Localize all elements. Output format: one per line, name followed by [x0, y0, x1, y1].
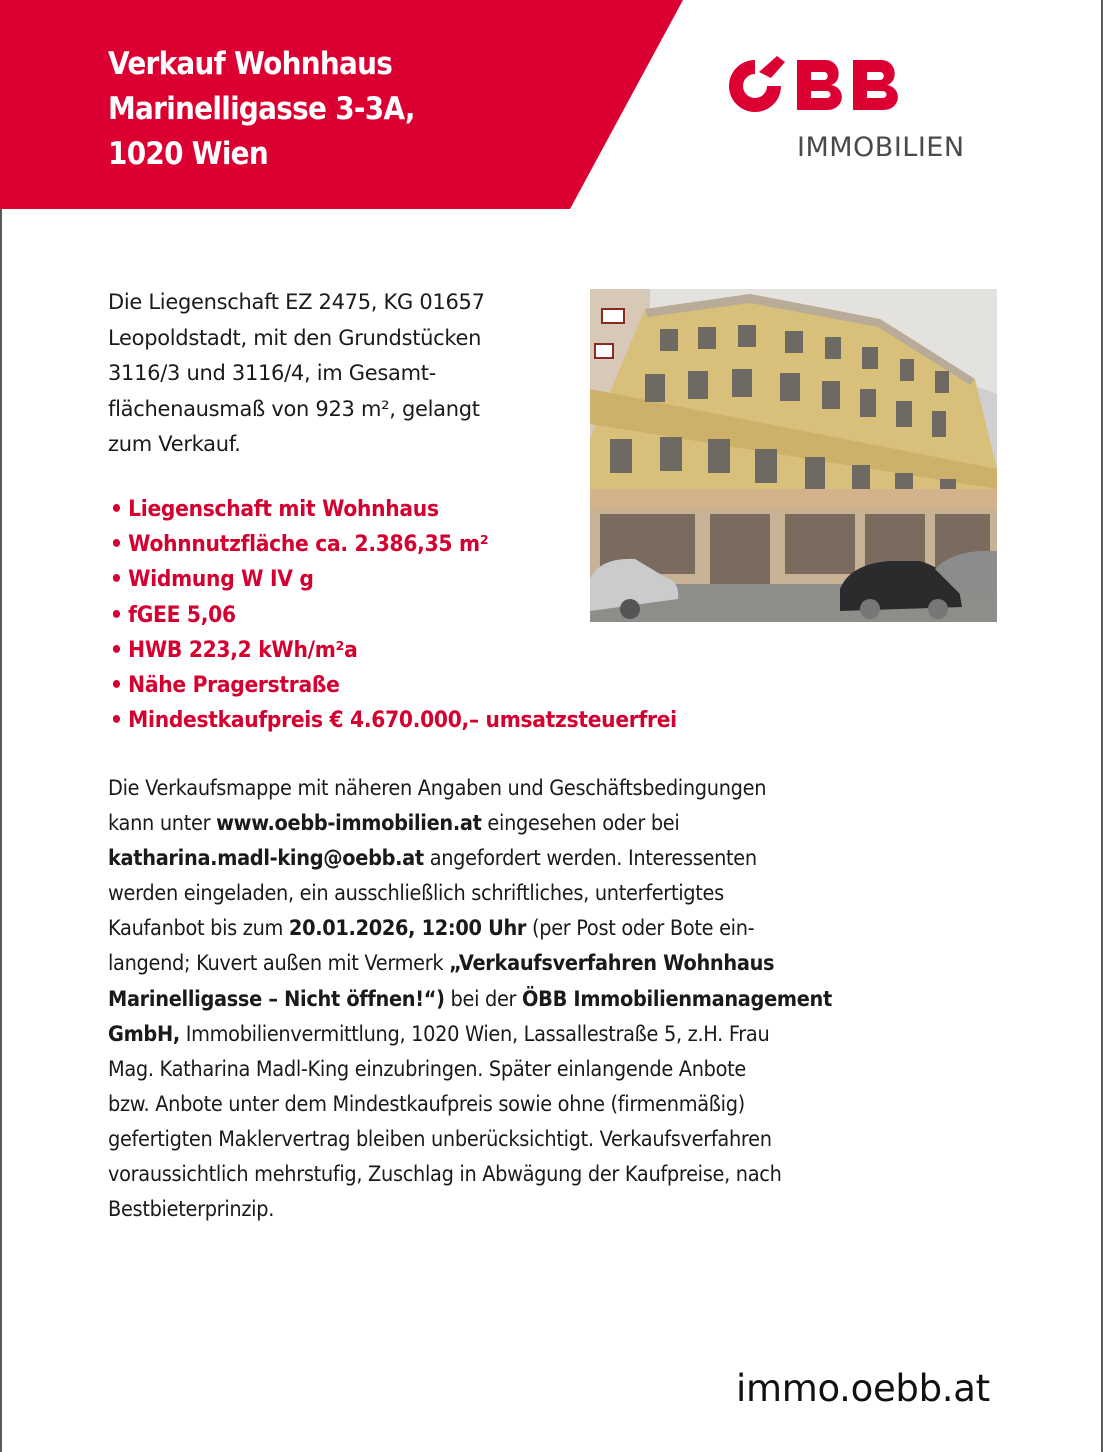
intro-paragraph [108, 285, 568, 463]
oebb-logo-mark-icon [725, 52, 925, 114]
text: werden eingeladen, ein ausschließlich schriftliches, unterfertigtes [108, 881, 724, 907]
text: kann unter [108, 811, 217, 837]
deadline: 20.01.2026, 12:00 Uhr [288, 916, 527, 942]
highlight-item [110, 598, 677, 633]
title-line: 1020 Wien [108, 136, 269, 172]
text: Die Verkaufsmappe mit näheren Angaben und Geschäftsbedingungen [108, 776, 767, 801]
details-line [108, 911, 832, 946]
details-line [108, 946, 832, 981]
intro-line: 3116/3 und 3116/4, im Gesamt- [108, 361, 436, 385]
bullet-icon: • [110, 673, 123, 699]
email-link[interactable]: katharina.madl-king@oebb.at [108, 846, 424, 872]
details-line [108, 1157, 832, 1192]
title-line: Verkauf Wohnhaus [108, 46, 393, 82]
highlight-item [110, 562, 677, 597]
intro-line: Die Liegenschaft EZ 2475, KG 01657 [108, 290, 485, 314]
text: angefordert werden. Interessenten [423, 846, 757, 872]
bullet-icon: • [110, 708, 123, 734]
text: eingesehen oder bei [481, 811, 680, 837]
details-paragraph [108, 771, 832, 1227]
bullet-icon: • [110, 567, 123, 593]
text: Mag. Katharina Madl-King einzubringen. Später einlangende Anbote [108, 1056, 747, 1082]
footer-url-link[interactable]: immo.oebb.at [736, 1367, 990, 1410]
highlight-text: Mindestkaufpreis € 4.670.000,– umsatzsteuerfrei [128, 708, 677, 734]
text: Kaufanbot bis zum [108, 916, 289, 942]
text: Bestbieterprinzip. [108, 1197, 275, 1223]
details-line [108, 806, 832, 841]
highlight-item [110, 492, 677, 527]
highlight-text: Nähe Pragerstraße [128, 673, 340, 699]
text: bzw. Anbote unter dem Mindestkaufpreis sowie ohne (firmenmäßig) [108, 1091, 745, 1117]
highlight-text: HWB 223,2 kWh/m²a [128, 637, 358, 663]
details-line [108, 1017, 832, 1052]
envelope-note: Marinelligasse – Nicht öffnen!“) [108, 986, 445, 1012]
text: Immobilienvermittlung, 1020 Wien, Lassallestraße 5, z.H. Frau [179, 1021, 770, 1047]
intro-line: flächenausmaß von 923 m², gelangt [108, 396, 480, 421]
text: voraussichtlich mehrstufig, Zuschlag in Abwägung der Kaufpreise, nach [108, 1162, 782, 1188]
envelope-note: „Verkaufsverfahren Wohnhaus [449, 951, 775, 977]
details-line [108, 982, 832, 1017]
highlight-text: Widmung W IV g [128, 567, 314, 593]
highlight-item [110, 527, 677, 562]
bullet-icon: • [110, 602, 123, 628]
logo-subtitle: IMMOBILIEN [797, 132, 965, 163]
bullet-icon: • [110, 532, 123, 558]
bullet-icon: • [110, 637, 123, 663]
website-link[interactable]: www.oebb-immobilien.at [216, 811, 482, 837]
text: (per Post oder Bote ein- [526, 916, 755, 942]
details-line [108, 1052, 832, 1087]
company-name: GmbH, [108, 1021, 180, 1047]
highlight-item [110, 703, 677, 738]
highlights-list [110, 492, 677, 738]
details-line [108, 771, 832, 806]
bullet-icon: • [110, 497, 123, 522]
intro-line: zum Verkauf. [108, 432, 241, 456]
text: langend; Kuvert außen mit Vermerk [108, 951, 450, 977]
details-line [108, 841, 832, 876]
details-line [108, 876, 832, 911]
highlight-text: Wohnnutzfläche ca. 2.386,35 m² [128, 532, 489, 558]
text: gefertigten Maklervertrag bleiben unberücksichtigt. Verkaufsverfahren [108, 1126, 772, 1152]
details-line [108, 1192, 832, 1227]
highlight-text: Liegenschaft mit Wohnhaus [128, 497, 439, 522]
highlight-item [110, 633, 677, 668]
title-line: Marinelligasse 3-3A, [108, 91, 415, 127]
intro-line: Leopoldstadt, mit den Grundstücken [108, 325, 482, 350]
page-title [108, 42, 415, 177]
company-name: ÖBB Immobilienmanagement [522, 986, 832, 1012]
details-line [108, 1087, 832, 1122]
highlight-text: fGEE 5,06 [128, 602, 236, 628]
highlight-item [110, 668, 677, 703]
text: bei der [444, 986, 523, 1012]
details-line [108, 1122, 832, 1157]
